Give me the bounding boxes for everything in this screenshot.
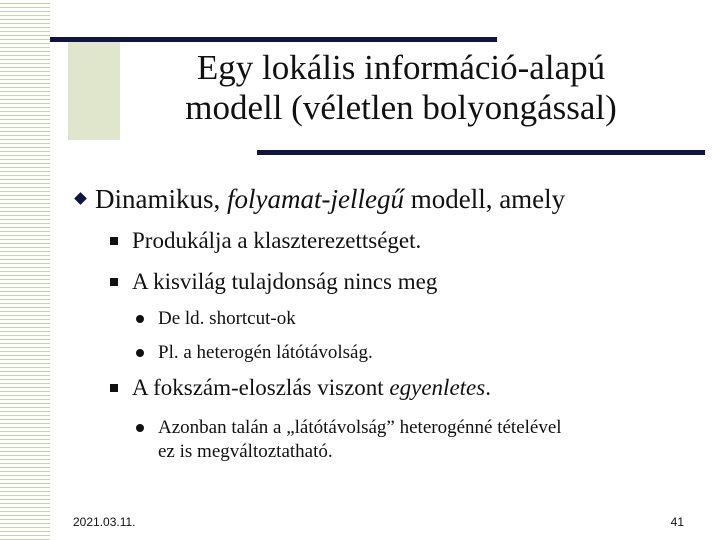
sub-sub-bullet-1-text: De ld. shortcut-ok [158,308,296,329]
footer-date: 2021.03.11. [73,515,136,529]
sub-bullet-3-prefix: A fokszám-eloszlás viszont [132,375,390,400]
footer-page-number: 41 [670,515,684,529]
square-bullet-icon [110,278,118,286]
square-bullet-icon [110,237,118,245]
title-top-bar [50,37,497,42]
sub-sub-bullet-2-text: Pl. a heterogén látótávolság. [158,342,373,363]
round-bullet-icon [136,424,144,432]
sub-sub-bullet-3-line-1: Azonban talán a „látótávolság” heterogénné tételével [158,417,562,438]
sub-sub-bullet-3-line-2: ez is megváltoztatható. [158,441,333,462]
title-line-2: modell (véletlen bolyongással) [185,88,617,127]
main-bullet-suffix: modell, amely [403,184,566,214]
round-bullet-icon [136,315,144,323]
sub-bullet-3-suffix: . [485,375,491,400]
main-bullet-italic: folyamat-jellegű [227,184,404,214]
main-bullet [76,184,565,214]
sub-bullet-1-text: Produkálja a klaszterezettséget. [132,228,422,253]
round-bullet-icon [136,349,144,357]
title-line-1: Egy lokális információ-alapú [196,48,606,87]
title-bottom-bar [257,150,705,155]
sub-sub-bullet-3-text [158,416,562,464]
decorative-stripe-panel [0,0,50,540]
slide-title [110,48,692,128]
square-bullet-icon [110,384,118,392]
sub-bullet-3-italic: egyenletes [389,375,486,400]
diamond-bullet-icon [74,192,87,205]
main-bullet-prefix: Dinamikus, [95,184,227,214]
sub-bullet-2-text: A kisvilág tulajdonság nincs meg [132,269,438,294]
sub-bullet-3-text [132,374,491,401]
